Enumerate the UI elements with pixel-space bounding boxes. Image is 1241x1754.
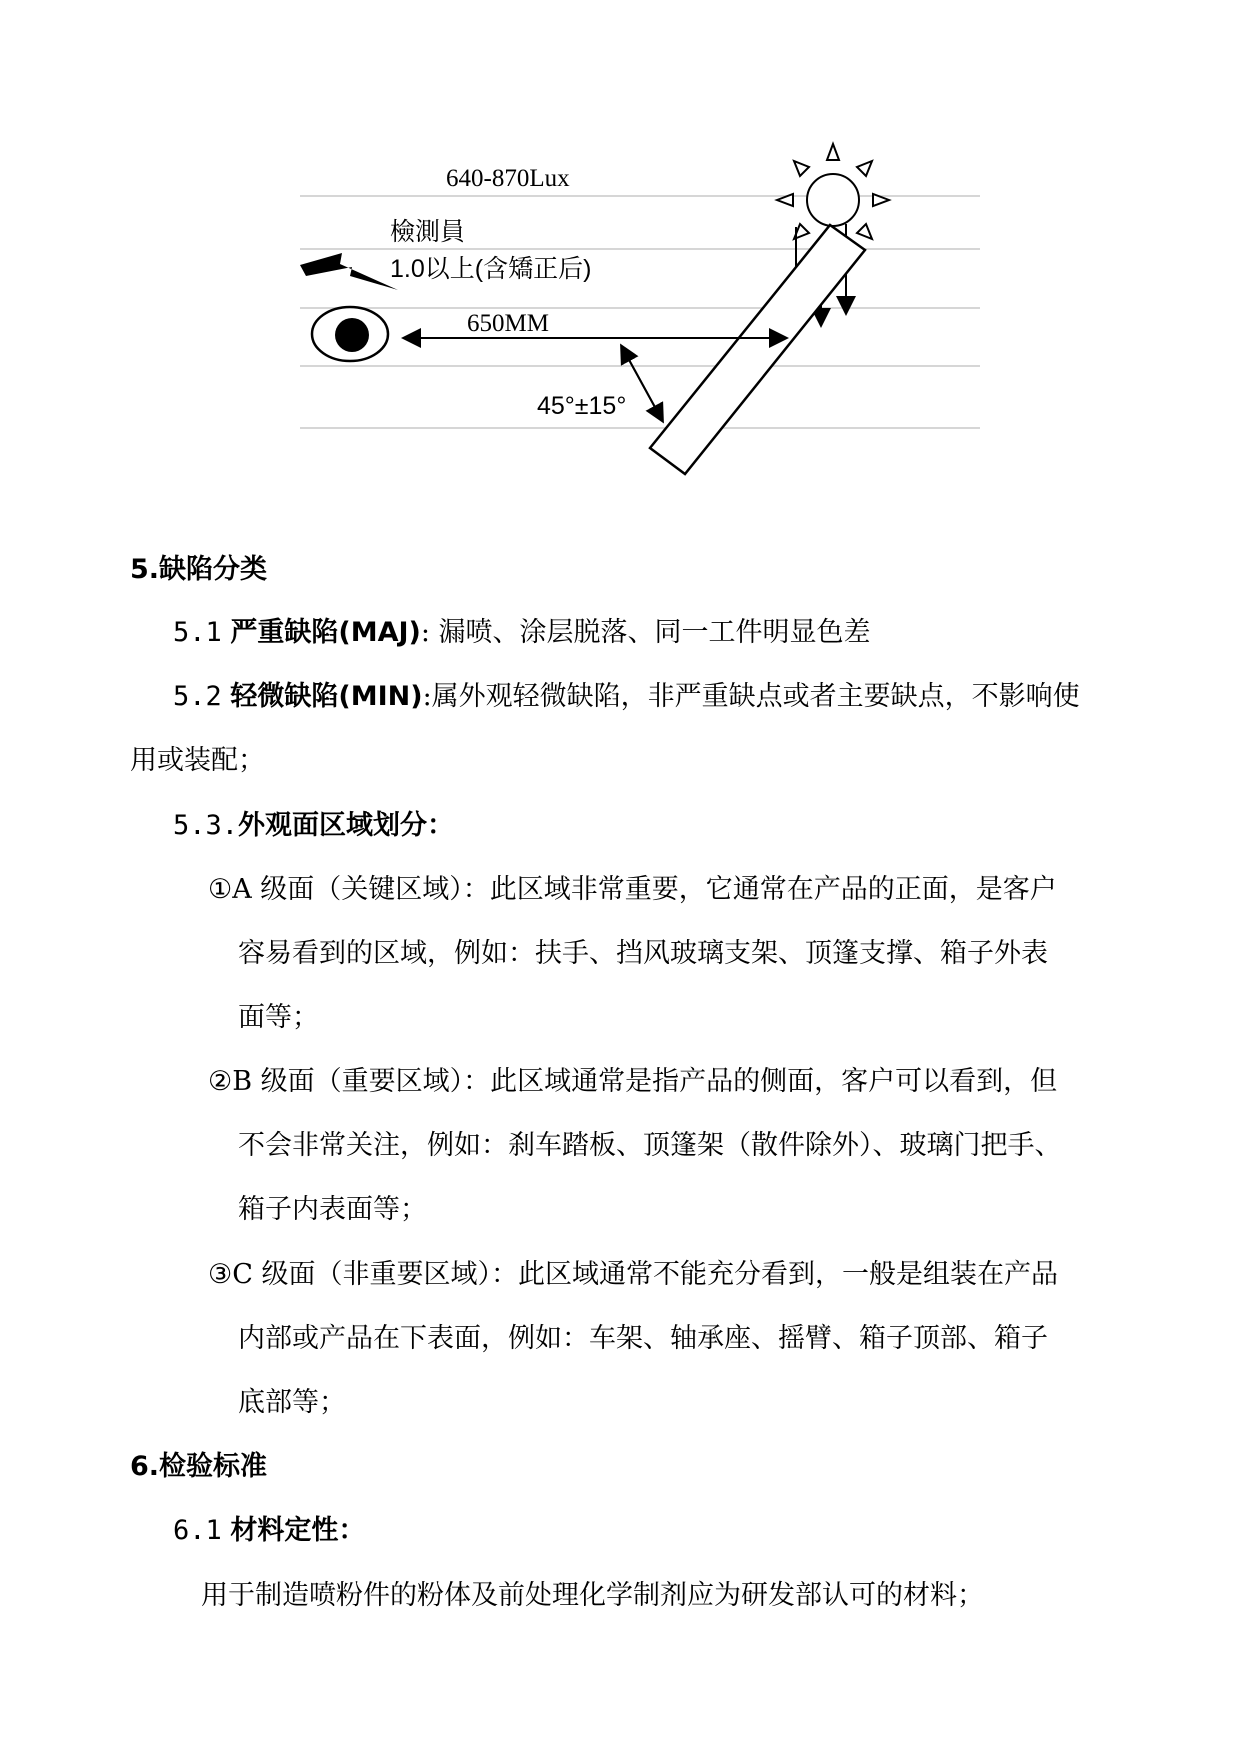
item-5-2-cont: 用或装配； — [130, 745, 265, 776]
item-5-2: 5.2 轻微缺陷(MIN):属外观轻微缺陷，非严重缺点或者主要缺点，不影响使 — [173, 681, 1080, 712]
zone-a-line1: ①A 级面（关键区域）：此区域非常重要，它通常在产品的正面，是客户 — [208, 874, 1057, 905]
item-5-3: 5.3.外观面区域划分： — [173, 810, 455, 841]
distance-label: 650MM — [467, 310, 549, 337]
inspection-diagram — [300, 130, 1000, 530]
vision-label: 1.0以上(含矯正后) — [390, 255, 592, 283]
section6-heading: 6.检验标准 — [130, 1451, 268, 1482]
section5-heading: 5.缺陷分类 — [130, 554, 268, 585]
inspector-label: 檢測員 — [390, 218, 466, 246]
zone-b-line2: 不会非常关注，例如：刹车踏板、顶篷架（散件除外）、玻璃门把手、 — [238, 1130, 1062, 1161]
zone-a-line2: 容易看到的区域，例如：扶手、挡风玻璃支架、顶篷支撑、箱子外表 — [238, 938, 1048, 969]
item-5-1: 5.1 严重缺陷(MAJ): 漏喷、涂层脱落、同一工件明显色差 — [173, 617, 871, 648]
eye-icon — [312, 307, 388, 361]
zone-c-line3: 底部等； — [238, 1387, 346, 1418]
zone-b-line1: ②B 级面（重要区域）：此区域通常是指产品的侧面，客户可以看到，但 — [208, 1066, 1058, 1097]
item-6-1-text: 用于制造喷粉件的粉体及前处理化学制剂应为研发部认可的材料； — [201, 1580, 984, 1611]
lux-label: 640-870Lux — [446, 165, 570, 192]
item-6-1: 6.1 材料定性： — [173, 1515, 366, 1546]
lightning-icon — [300, 253, 398, 290]
zone-b-line3: 箱子内表面等； — [238, 1194, 427, 1225]
angle-arrow — [622, 347, 662, 420]
test-panel — [650, 225, 865, 474]
zone-a-line3: 面等； — [238, 1002, 319, 1033]
angle-label: 45°±15° — [537, 392, 627, 420]
zone-c-line1: ③C 级面（非重要区域）：此区域通常不能充分看到，一般是组装在产品 — [208, 1259, 1058, 1290]
zone-c-line2: 内部或产品在下表面，例如：车架、轴承座、摇臂、箱子顶部、箱子 — [238, 1323, 1048, 1354]
